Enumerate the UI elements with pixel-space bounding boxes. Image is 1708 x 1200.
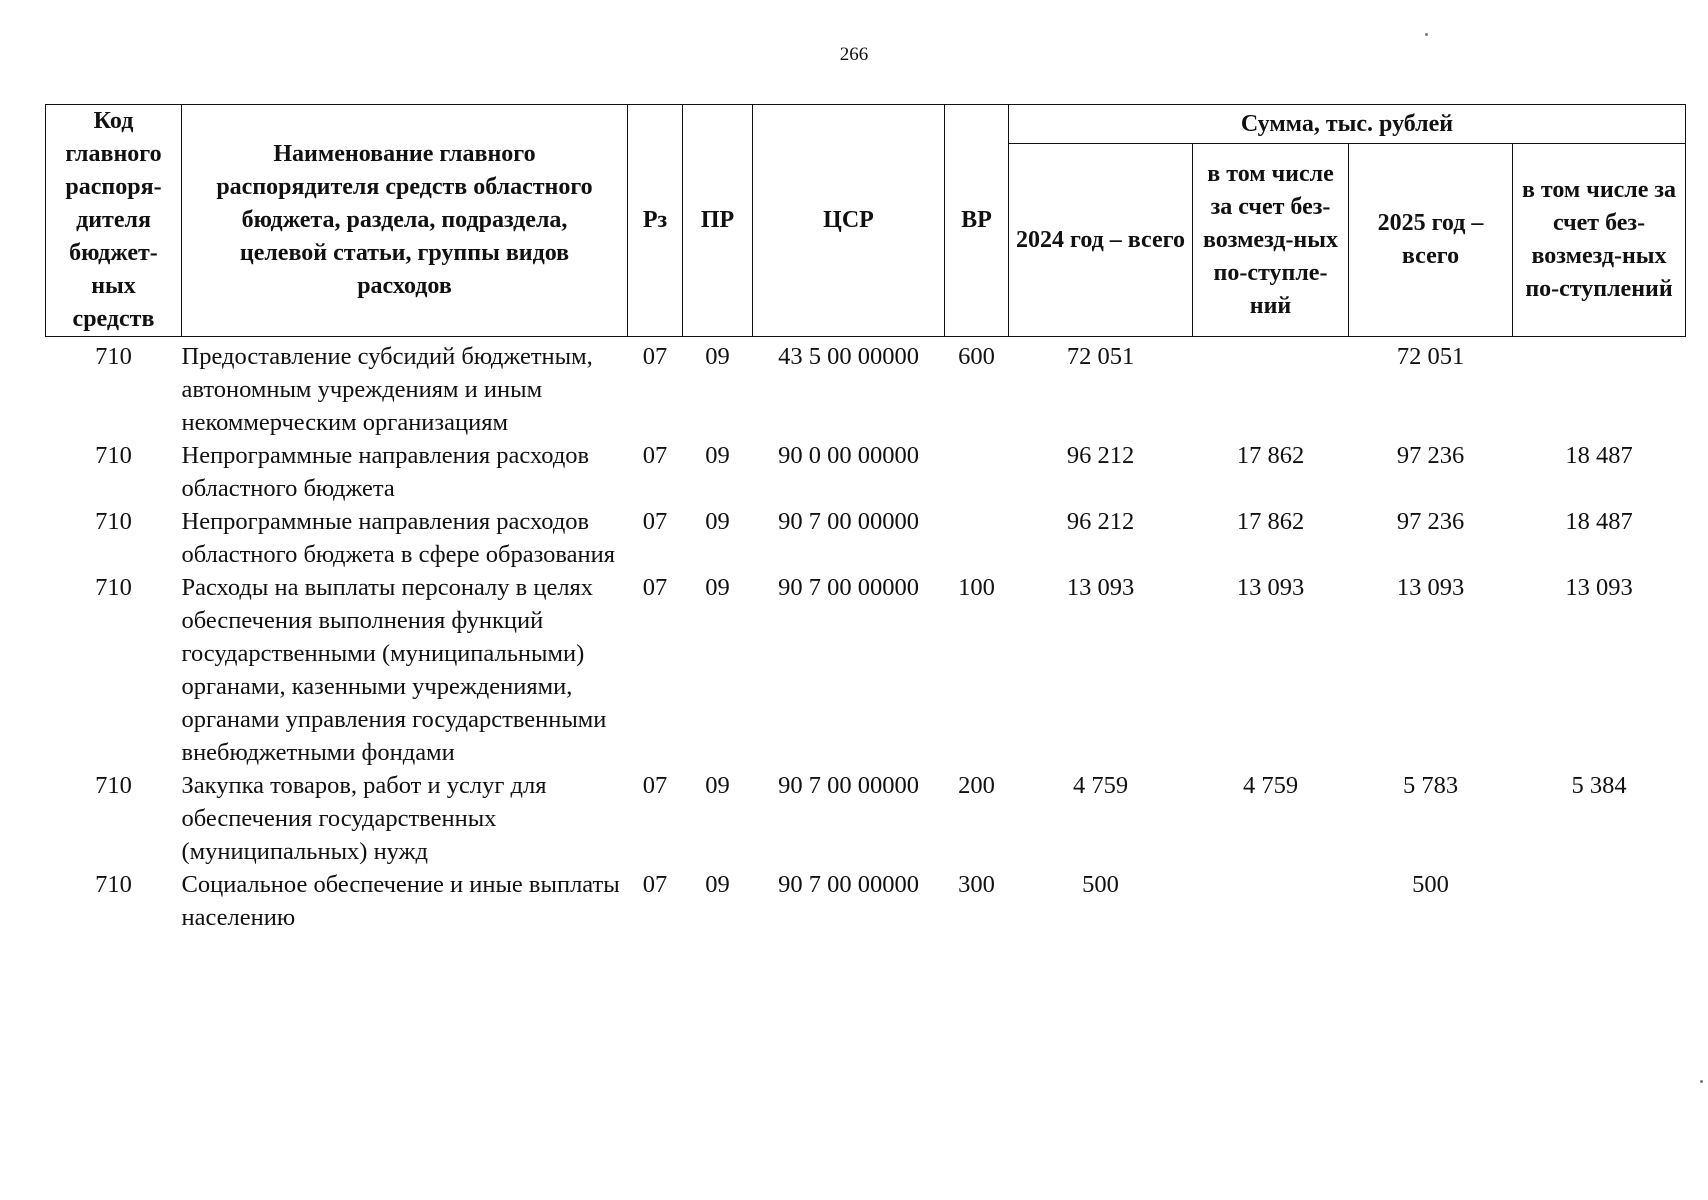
- cell-incl-2024: [1193, 337, 1349, 440]
- cell-csr: 90 7 00 00000: [778, 508, 919, 535]
- cell-vr: [945, 439, 1009, 505]
- header-csr: ЦСР: [753, 105, 945, 337]
- cell-csr: 90 7 00 00000: [778, 772, 919, 799]
- cell-total-2025: 97 236: [1396, 442, 1465, 469]
- cell-pr: 09: [705, 772, 730, 799]
- cell-incl-2024: 4 759: [1242, 772, 1299, 799]
- cell-incl-2025: 5 384: [1571, 772, 1627, 799]
- cell-rz: 07: [642, 871, 668, 898]
- cell-csr: 90 7 00 00000: [778, 574, 919, 601]
- cell-name: Предоставление субсидий бюджетным, автономным учреждениям и иным некоммерческим организациям: [181, 343, 593, 436]
- page-number: 266: [839, 44, 869, 65]
- budget-table: [45, 104, 1686, 934]
- header-total-2025: 2025 год – всего: [1349, 144, 1513, 337]
- cell-total-2024: 96 212: [1066, 508, 1135, 535]
- cell-total-2025: 72 051: [1396, 343, 1465, 370]
- header-incl-2024: в том числе за счет без-возмезд-ных по-ступле-ний: [1193, 144, 1349, 337]
- cell-total-2024: 4 759: [1072, 772, 1129, 799]
- header-pr: ПР: [683, 105, 753, 337]
- cell-csr: 90 0 00 00000: [778, 442, 919, 469]
- cell-name: Социальное обеспечение и иные выплаты населению: [181, 871, 620, 931]
- cell-rz: 07: [642, 508, 668, 535]
- cell-rz: 07: [642, 343, 668, 370]
- cell-incl-2025: 18 487: [1565, 442, 1633, 469]
- cell-code: 710: [95, 871, 132, 898]
- cell-total-2025: 5 783: [1402, 772, 1459, 799]
- table-row: [46, 337, 1686, 440]
- header-sum: Сумма, тыс. рублей: [1009, 105, 1686, 144]
- table-row: [46, 868, 1686, 934]
- cell-total-2025: 500: [1412, 871, 1449, 898]
- cell-total-2024: 13 093: [1066, 574, 1135, 601]
- cell-vr: 300: [958, 871, 995, 898]
- header-vr: ВР: [945, 105, 1009, 337]
- cell-incl-2024: 17 862: [1236, 442, 1305, 469]
- cell-pr: 09: [705, 508, 730, 535]
- cell-pr: 09: [705, 871, 730, 898]
- cell-csr: 43 5 00 00000: [778, 343, 919, 370]
- cell-total-2025: 13 093: [1396, 574, 1465, 601]
- cell-total-2024: 96 212: [1066, 442, 1135, 469]
- cell-total-2024: 500: [1082, 871, 1119, 898]
- cell-code: 710: [95, 442, 132, 469]
- cell-pr: 09: [705, 442, 730, 469]
- header-incl-2025: в том числе за счет без-возмезд-ных по-ступлений: [1513, 144, 1686, 337]
- header-name: Наименование главного распорядителя средств областного бюджета, раздела, подраздела, целевой статьи, группы видов расходов: [182, 105, 628, 337]
- cell-vr: 600: [958, 343, 995, 370]
- cell-vr: 100: [958, 574, 995, 601]
- table-row: [46, 505, 1686, 571]
- cell-vr: [945, 505, 1009, 571]
- cell-name: Непрограммные направления расходов областного бюджета: [181, 442, 590, 502]
- table-row: [46, 571, 1686, 769]
- cell-rz: 07: [642, 772, 668, 799]
- cell-csr: 90 7 00 00000: [778, 871, 919, 898]
- cell-incl-2025: [1513, 868, 1686, 934]
- cell-pr: 09: [705, 574, 730, 601]
- cell-total-2024: 72 051: [1066, 343, 1135, 370]
- cell-code: 710: [95, 772, 132, 799]
- cell-code: 710: [95, 343, 132, 370]
- cell-total-2025: 97 236: [1396, 508, 1465, 535]
- cell-incl-2025: 13 093: [1565, 574, 1633, 601]
- cell-code: 710: [95, 574, 132, 601]
- cell-code: 710: [95, 508, 132, 535]
- scan-speck: [1700, 1080, 1703, 1083]
- cell-incl-2024: [1193, 868, 1349, 934]
- cell-incl-2024: 17 862: [1236, 508, 1305, 535]
- cell-pr: 09: [705, 343, 730, 370]
- cell-name: Расходы на выплаты персоналу в целях обеспечения выполнения функций государственными (муниципальными) органами, казенными учреждениями, органами управления государственными внебюджетными фондами: [181, 574, 607, 766]
- cell-rz: 07: [642, 442, 668, 469]
- cell-incl-2025: [1513, 337, 1686, 440]
- cell-rz: 07: [642, 574, 668, 601]
- header-code: Код главного распоря-дителя бюджет-ных средств: [46, 105, 182, 337]
- cell-name: Непрограммные направления расходов областного бюджета в сфере образования: [181, 508, 616, 568]
- cell-incl-2024: 13 093: [1236, 574, 1305, 601]
- cell-incl-2025: 18 487: [1565, 508, 1633, 535]
- cell-name: Закупка товаров, работ и услуг для обеспечения государственных (муниципальных) нужд: [181, 772, 547, 865]
- cell-vr: 200: [958, 772, 995, 799]
- header-rz: Рз: [628, 105, 683, 337]
- scan-speck: [1425, 33, 1428, 36]
- table-row: [46, 769, 1686, 868]
- table-row: [46, 439, 1686, 505]
- header-total-2024: 2024 год – всего: [1009, 144, 1193, 337]
